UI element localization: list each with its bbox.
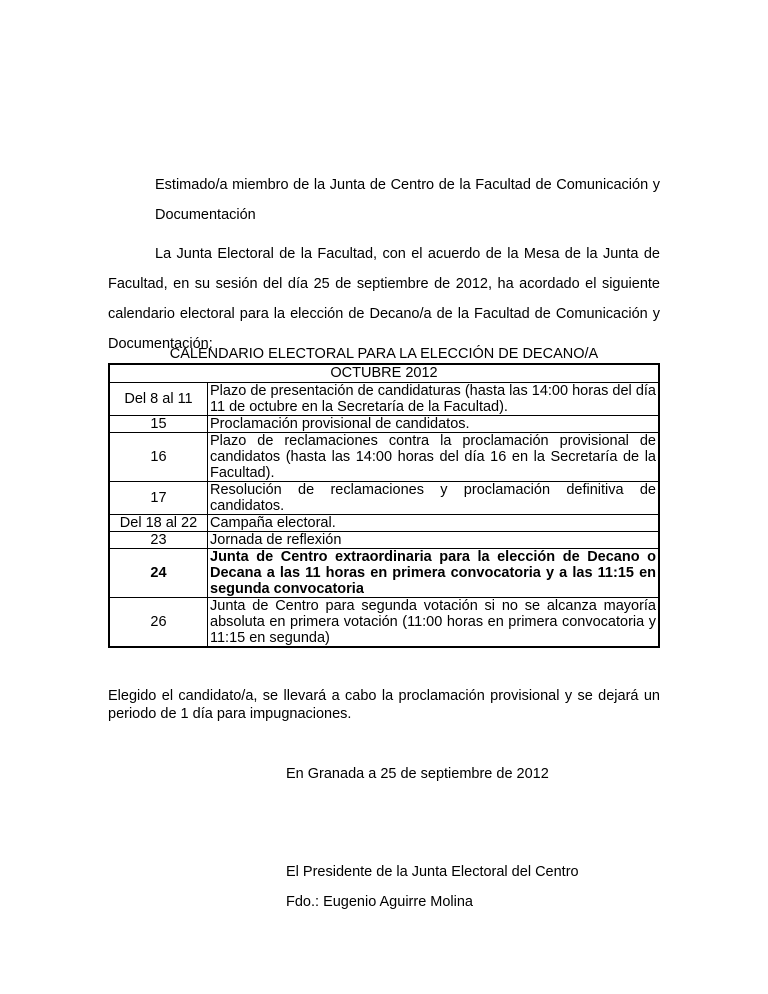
table-row	[109, 515, 659, 532]
row-date: 17	[109, 482, 208, 515]
row-date: Del 8 al 11	[109, 383, 208, 416]
table-row	[109, 433, 659, 482]
table-row	[109, 364, 659, 383]
signature-role: El Presidente de la Junta Electoral del Centro	[286, 864, 579, 880]
row-description: Plazo de presentación de candidaturas (hasta las 14:00 horas del día 11 de octubre en la Secretaría de la Facultad).	[208, 383, 660, 416]
row-description: Jornada de reflexión	[208, 532, 660, 549]
row-date: 15	[109, 416, 208, 433]
greeting: Estimado/a miembro de la Junta de Centro de la Facultad de Comunicación y Documentación	[155, 177, 660, 223]
row-date: 23	[109, 532, 208, 549]
table-row	[109, 482, 659, 515]
row-description: Campaña electoral.	[208, 515, 660, 532]
row-date: 16	[109, 433, 208, 482]
row-description: Proclamación provisional de candidatos.	[208, 416, 660, 433]
row-date: 24	[109, 549, 208, 598]
table-row	[109, 416, 659, 433]
table-row	[109, 383, 659, 416]
row-description: Plazo de reclamaciones contra la proclamación provisional de candidatos (hasta las 14:00 horas del día 16 en la Secretaría de la Facultad).	[208, 433, 660, 482]
row-date: 26	[109, 598, 208, 648]
table-row	[109, 598, 659, 648]
signature-block	[286, 857, 579, 917]
closing-paragraph: Elegido el candidato/a, se llevará a cabo la proclamación provisional y se dejará un periodo de 1 día para impugnaciones.	[108, 688, 660, 722]
row-description: Resolución de reclamaciones y proclamación definitiva de candidatos.	[208, 482, 660, 515]
table-row	[109, 532, 659, 549]
signature-name: Fdo.: Eugenio Aguirre Molina	[286, 894, 473, 910]
row-date: Del 18 al 22	[109, 515, 208, 532]
calendar-table	[108, 363, 660, 648]
place-date: En Granada a 25 de septiembre de 2012	[286, 766, 549, 782]
table-row	[109, 549, 659, 598]
calendar-title: CALENDARIO ELECTORAL PARA LA ELECCIÓN DE DECANO/A	[169, 346, 599, 362]
row-description: Junta de Centro extraordinaria para la elección de Decano o Decana a las 11 horas en primera convocatoria y a las 11:15 en segunda convocatoria	[208, 549, 660, 598]
row-description: Junta de Centro para segunda votación si no se alcanza mayoría absoluta en primera votación (11:00 horas en primera convocatoria y 11:15 en segunda)	[208, 598, 660, 648]
intro-paragraph: La Junta Electoral de la Facultad, con el acuerdo de la Mesa de la Junta de Facultad, en su sesión del día 25 de septiembre de 2012, ha acordado el siguiente calendario electoral para la elección de Decano/a de la Facultad de Comunicación y Documentación:	[108, 246, 660, 352]
calendar-month: OCTUBRE 2012	[109, 364, 659, 383]
